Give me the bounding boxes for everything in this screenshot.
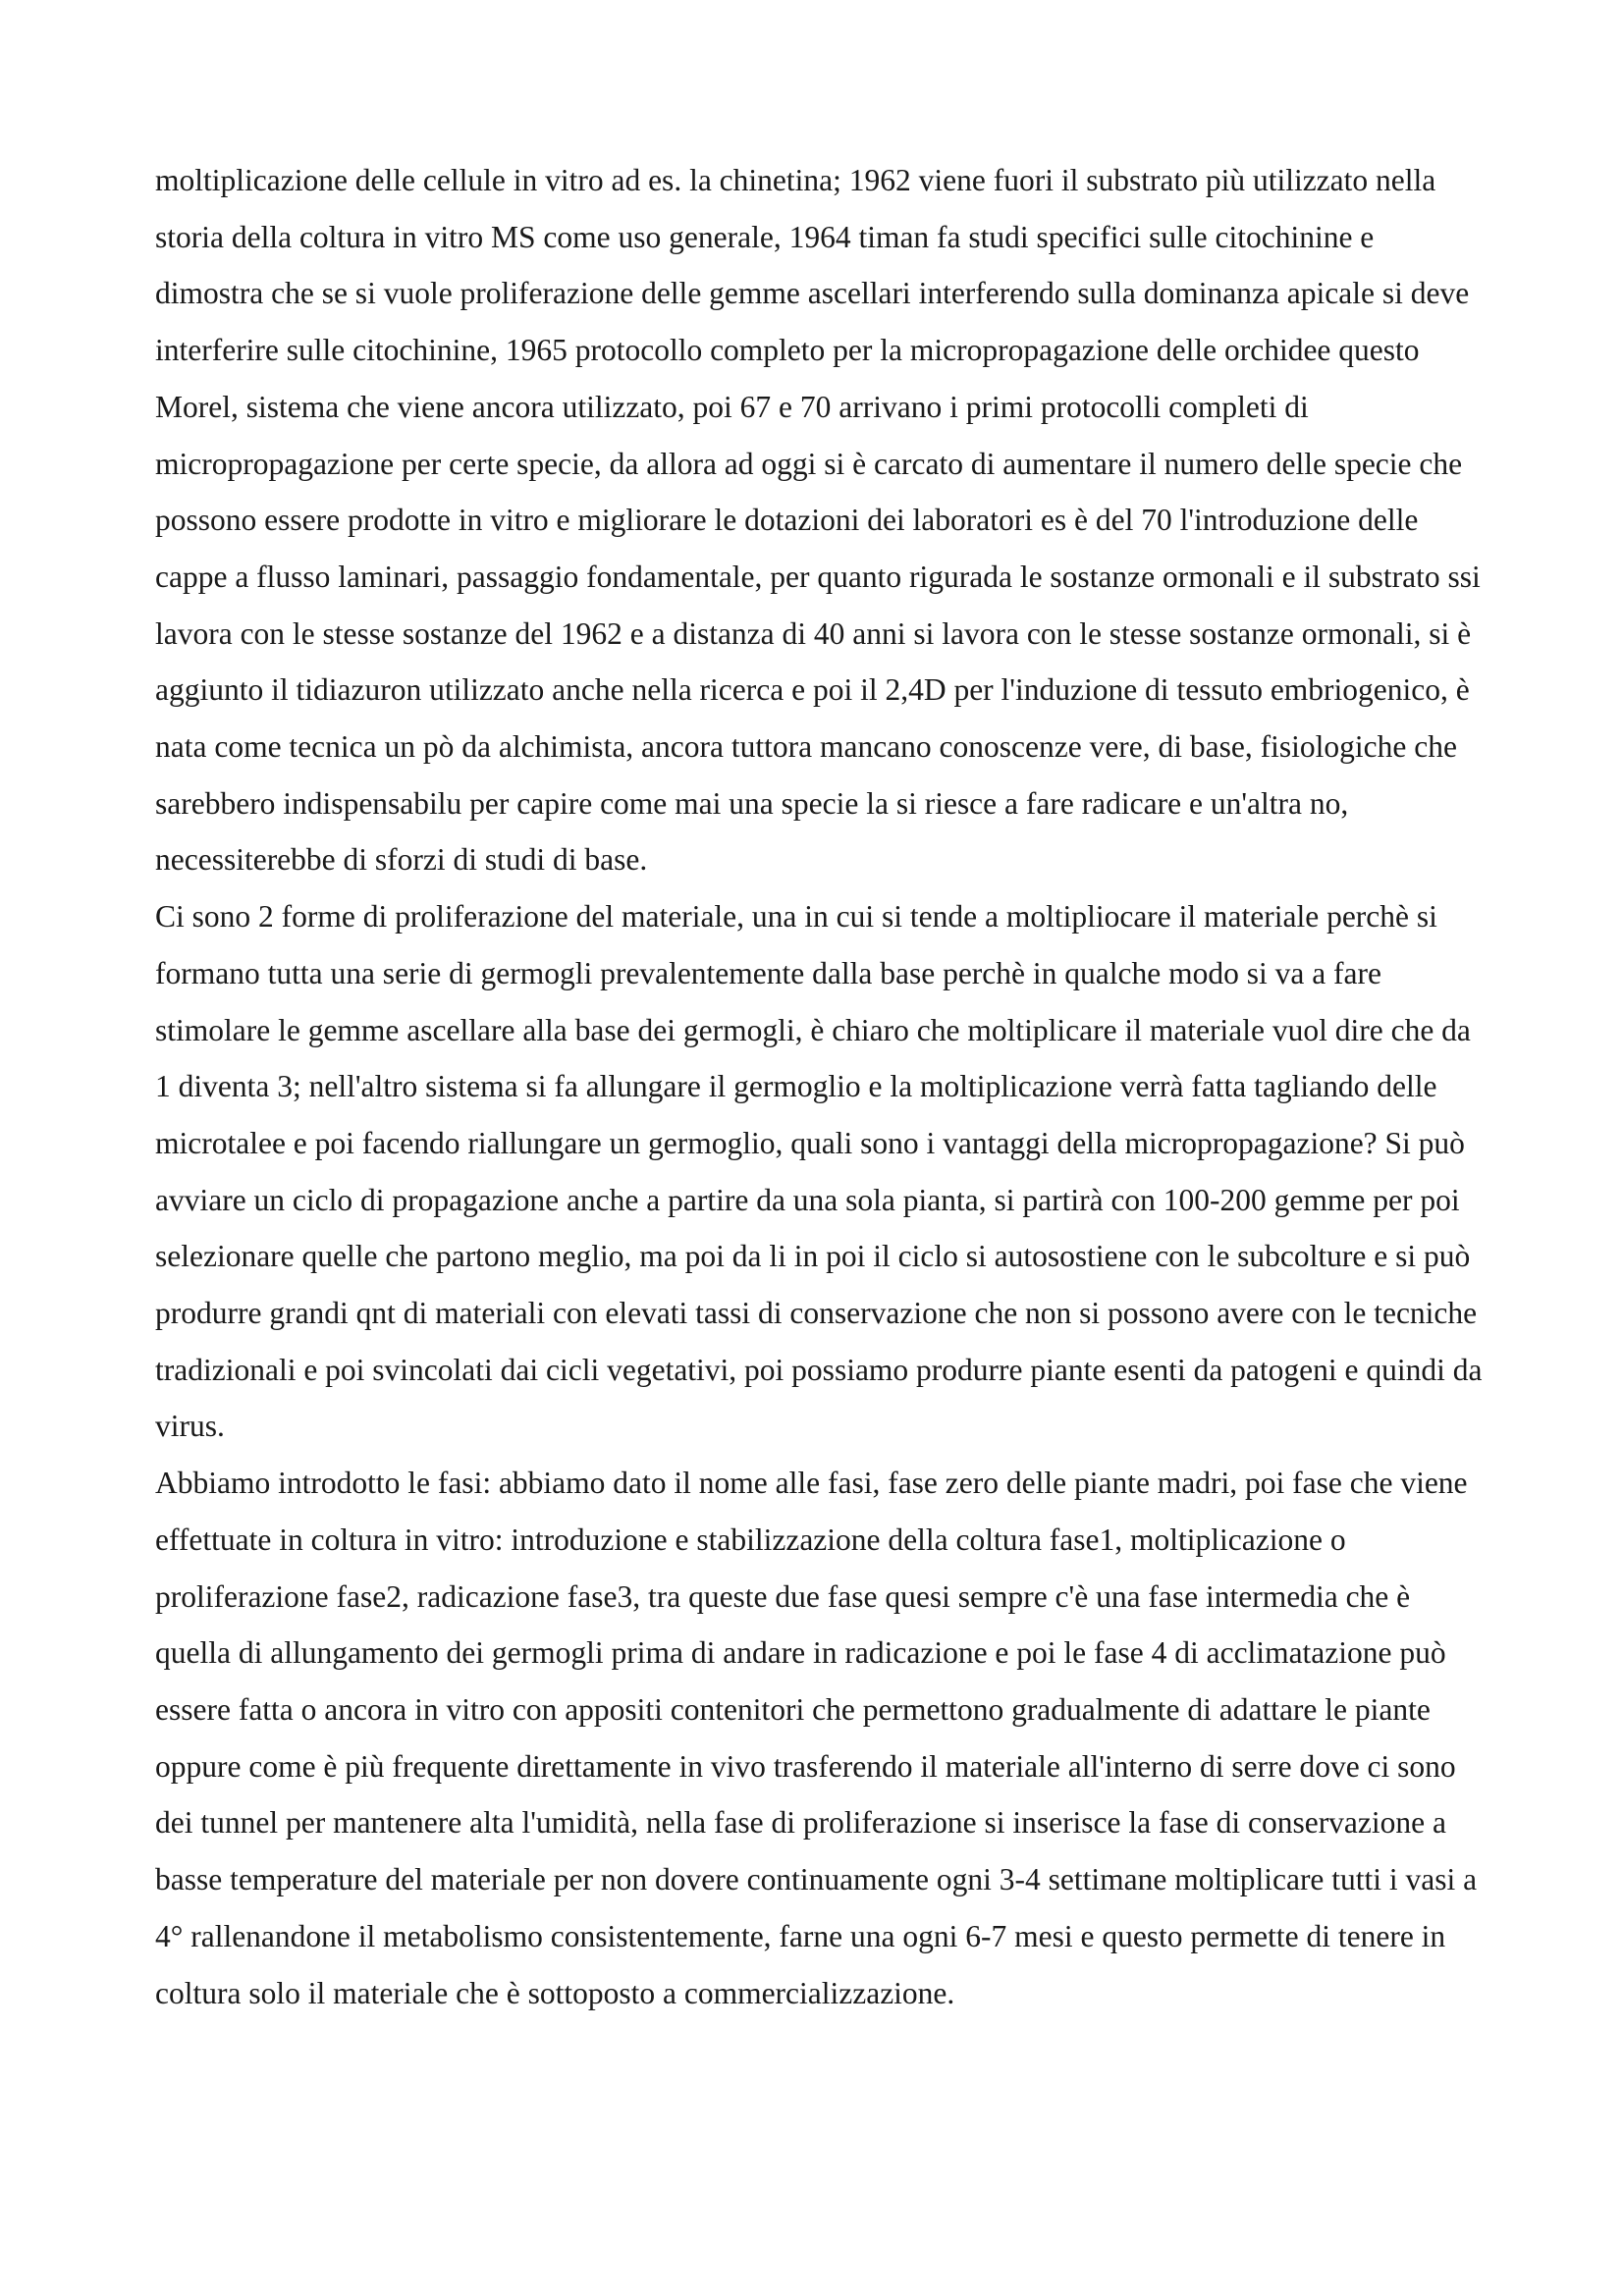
paragraph-1: moltiplicazione delle cellule in vitro ad es. la chinetina; 1962 viene fuori il substrato più utilizzato nella storia della coltura in vitro MS come uso generale, 1964 timan fa studi specifici sulle citochinine e dimostra che se si vuole proliferazione delle gemme ascellari interferendo sulla dominanza apicale si deve interferire sulle citochinine, 1965 protocollo completo per la micropropagazione delle orchidee questo Morel, sistema che viene ancora utilizzato, poi 67 e 70 arrivano i primi protocolli completi di micropropagazione per certe specie, da allora ad oggi si è carcato di aumentare il numero delle specie che possono essere prodotte in vitro e migliorare le dotazioni dei laboratori es è del 70 l'introduzione delle cappe a flusso laminari, passaggio fondamentale, per quanto rigurada le sostanze ormonali e il substrato ssi lavora con le stesse sostanze del 1962 e a distanza di 40 anni si lavora con le stesse sostanze ormonali, si è aggiunto il tidiazuron utilizzato anche nella ricerca e poi il 2,4D per l'induzione di tessuto embriogenico, è nata come tecnica un pò da alchimista, ancora tuttora mancano conoscenze vere, di base, fisiologiche che sarebbero indispensabilu per capire come mai una specie la si riesce a fare radicare e un'altra no, necessiterebbe di sforzi di studi di base.: [155, 163, 1481, 878]
document-body: [155, 152, 1483, 2021]
paragraph-2: Ci sono 2 forme di proliferazione del materiale, una in cui si tende a moltipliocare il materiale perchè si formano tutta una serie di germogli prevalentemente dalla base perchè in qualche modo si va a fare stimolare le gemme ascellare alla base dei germogli, è chiaro che moltiplicare il materiale vuol dire che da 1 diventa 3; nell'altro sistema si fa allungare il germoglio e la moltiplicazione verrà fatta tagliando delle microtalee e poi facendo riallungare un germoglio, quali sono i vantaggi della micropropagazione? Si può avviare un ciclo di propagazione anche a partire da una sola pianta, si partirà con 100-200 gemme per poi selezionare quelle che partono meglio, ma poi da li in poi il ciclo si autosostiene con le subcolture e si può produrre grandi qnt di materiali con elevati tassi di conservazione che non si possono avere con le tecniche tradizionali e poi svincolati dai cicli vegetativi, poi possiamo produrre piante esenti da patogeni e quindi da virus.: [155, 899, 1483, 1444]
paragraph-3: Abbiamo introdotto le fasi: abbiamo dato il nome alle fasi, fase zero delle piante madri, poi fase che viene effettuate in coltura in vitro: introduzione e stabilizzazione della coltura fase1, moltiplicazione o proliferazione fase2, radicazione fase3, tra queste due fase quesi sempre c'è una fase intermedia che è quella di allungamento dei germogli prima di andare in radicazione e poi le fase 4 di acclimatazione può essere fatta o ancora in vitro con appositi contenitori che permettono gradualmente di adattare le piante oppure come è più frequente direttamente in vivo trasferendo il materiale all'interno di serre dove ci sono dei tunnel per mantenere alta l'umidità, nella fase di proliferazione si inserisce la fase di conservazione a basse temperature del materiale per non dovere continuamente ogni 3-4 settimane moltiplicare tutti i vasi a 4° rallenandone il metabolismo consistentemente, farne una ogni 6-7 mesi e questo permette di tenere in coltura solo il materiale che è sottoposto a commercializzazione.: [155, 1466, 1478, 2010]
